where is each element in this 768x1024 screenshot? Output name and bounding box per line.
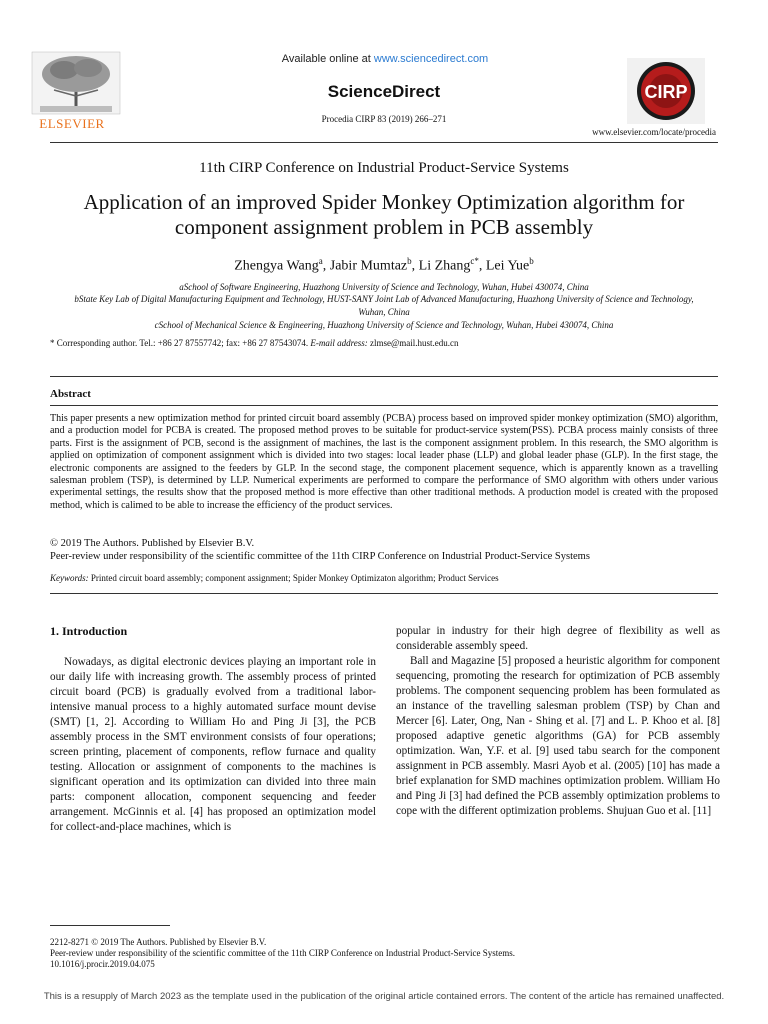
available-prefix: Available online at: [281, 53, 374, 65]
affiliation-c: cSchool of Mechanical Science & Engineering, Huazhong University of Science and Technology, Wuhan, Hubei 430074, China: [154, 320, 614, 330]
email-label: E-mail address:: [310, 338, 368, 348]
title-line-2: component assignment problem in PCB assembly: [174, 215, 594, 239]
author-name: Li Zhang: [418, 258, 471, 274]
keywords: [50, 573, 718, 583]
sciencedirect-link[interactable]: www.sciencedirect.com: [373, 53, 489, 65]
body-column-right: [396, 624, 720, 819]
author-separator: ,: [322, 258, 330, 274]
section-heading-introduction: 1. Introduction: [50, 624, 128, 638]
footer-doi[interactable]: 10.1016/j.procir.2019.04.075: [50, 959, 155, 969]
author-name: Lei Yue: [485, 258, 530, 274]
keywords-label: Keywords:: [50, 573, 89, 583]
keywords-list: Printed circuit board assembly; component assignment; Spider Monkey Optimizaton algorithm; Product Services: [88, 573, 499, 583]
journal-citation: Procedia CIRP 83 (2019) 266–271: [321, 114, 447, 124]
affiliation-a: aSchool of Software Engineering, Huazhong University of Science and Technology, Wuhan, Hubei 430074, China: [179, 282, 589, 292]
conference-name: 11th CIRP Conference on Industrial Product-Service Systems: [199, 160, 569, 176]
cirp-logo-text: CIRP: [644, 82, 688, 102]
abstract-heading-rule: [50, 405, 718, 406]
paragraph: popular in industry for their high degree of flexibility as well as considerable assembly speed.: [396, 625, 720, 652]
corresponding-author: [50, 338, 718, 348]
body-column-left: [50, 655, 376, 835]
resupply-notice: This is a resupply of March 2023 as the template used in the publication of the original article contained errors. The content of the article has remained unaffected.: [43, 991, 725, 1002]
abstract-heading: Abstract: [50, 388, 91, 400]
author-list: [50, 256, 718, 275]
author-affil-mark: c*: [470, 256, 479, 266]
author-separator: ,: [411, 258, 419, 274]
corresponding-details: * Corresponding author. Tel.: +86 27 87557742; fax: +86 27 87543074.: [50, 338, 311, 348]
keywords-rule: [50, 593, 718, 594]
title-line-1: Application of an improved Spider Monkey Optimization algorithm for: [83, 190, 685, 214]
cirp-logo: [627, 58, 705, 124]
footer-peer-review: Peer-review under responsibility of the scientific committee of the 11th CIRP Conference on Industrial Product-Service Systems.: [50, 948, 516, 958]
author-affil-mark: a: [318, 256, 323, 266]
sciencedirect-brand: ScienceDirect: [327, 82, 441, 101]
available-online: [200, 53, 570, 65]
header-rule: [50, 142, 718, 143]
footer-issn: 2212-8271 © 2019 The Authors. Published by Elsevier B.V.: [50, 937, 267, 947]
paragraph: Nowadays, as digital electronic devices playing an important role in our daily life with increasing growth. The assembly process of printed circuit board (PCB) is gradually evolved from a traditional labor-intensive manual process to a highly automated surface mount devise (SMT) [1, 2]. According to William Ho and Ping Ji [3], the PCB assembly process in the SMT environment consists of four operations; screen printing, placement of components, reflow furnace and quality testing. Allocation or assignment of components to the machines is significant operation and its optimization can divided into three main parts: component allocation, component sequencing and feeder arrangement. McGinnis et al. [4] has proposed an optimization model for collect-and-place machines, which is: [50, 656, 376, 833]
elsevier-wordmark: ELSEVIER: [39, 116, 105, 131]
affiliation-b: bState Key Lab of Digital Manufacturing Equipment and Technology, HUST-SANY Joint Lab of Advanced Manufacturing, Huazhong University of Science and Technology, Wuhan, China: [74, 294, 694, 317]
abstract-body: This paper presents a new optimization method for printed circuit board assembly (PCBA) process based on improved spider monkey optimization (SMO) algorithm, and a production model for PCBA is created. The proposed method proves to be suitable for product-service system(PSS). PCBA process mainly consists of three parts. First is the assignment of PCB, second is the assignment of machines, the last is the component assignment problem. In this research, the SMO algorithm is applied on optimization of component assignment which is divided into two stages: local leader phase (LLP) and global leader phase (GLP). In the first stage, the electronic components are assigned to the feeders by GLP. In the second stage, the component placement sequence, which is apparently known as a travelling salesman problem (TSP), is determined by LLP. Numerical experiments are performed to compare the performance of SMO algorithm with others under various experimental settings, the results show that the proposed method is more effective than other traditional methods. A production model is created with the proposed method, which is calimed to be able to increase the efficiency of the product services.: [50, 413, 718, 511]
copyright-line: © 2019 The Authors. Published by Elsevier B.V.: [50, 538, 255, 549]
abstract-top-rule: [50, 376, 718, 377]
corresponding-email[interactable]: zlmse@mail.hust.edu.cn: [367, 338, 459, 348]
author-affil-mark: b: [407, 256, 412, 266]
journal-url[interactable]: www.elsevier.com/locate/procedia: [592, 127, 716, 137]
author-name: Zhengya Wang: [234, 258, 319, 274]
paper-title: [40, 190, 728, 240]
footer-rule: [50, 925, 170, 926]
author-affil-mark: b: [529, 256, 534, 266]
author-separator: ,: [478, 258, 486, 274]
paragraph: Ball and Magazine [5] proposed a heuristic algorithm for component sequencing, promoting the research for optimization of PCB assembly problems. The component sequencing problem has been formulated as an instance of the travelling salesman problem (TSP) by Chan and Mercer [6]. Later, Ong, Nan - Shing et al. [7] and L. P. Khoo et al. [8] proposed adaptive genetic algorithms (GA) for PCB assembly optimization. Wan, Y.F. et al. [9] used tabu search for the component assignment in PCB assembly. Masri Ayob et al. (2005) [10] has made a brief explanation for SMD machines optimization problem. William Ho and Ping Ji [3] had defined the PCB assembly optimization problems to cope with the different optimization problems. Shujuan Guo et al. [11]: [396, 655, 720, 817]
author-name: Jabir Mumtaz: [329, 258, 408, 274]
peer-review-line: Peer-review under responsibility of the scientific committee of the 11th CIRP Conference on Industrial Product-Service Systems: [50, 551, 590, 562]
